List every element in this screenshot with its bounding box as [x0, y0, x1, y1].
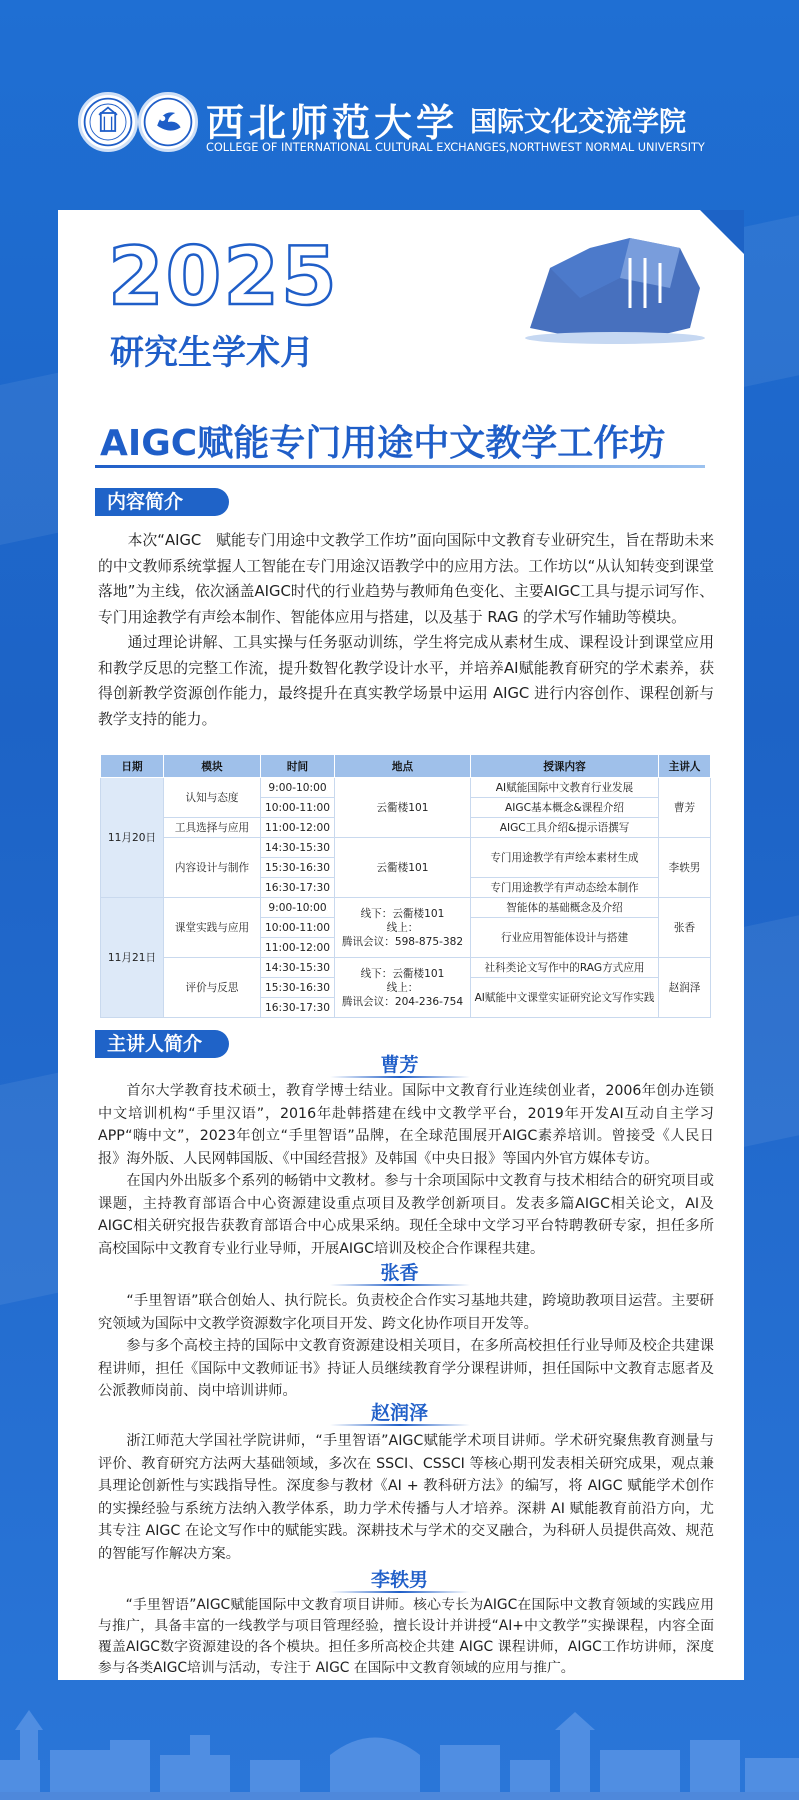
content-cell: AI赋能国际中文教育行业发展 [471, 778, 659, 798]
location-cell: 云衢楼101 [335, 778, 471, 838]
speaker-bio [98, 1290, 714, 1403]
time-cell: 9:00-10:00 [261, 778, 335, 798]
speaker-bio [98, 1595, 714, 1679]
campus-skyline-illustration [0, 1700, 799, 1800]
intro-heading: 内容简介 [95, 488, 229, 516]
speaker-bio-paragraph: 首尔大学教育技术硕士，教育学博士结业。国际中文教育行业连续创业者，2006年创办连锁中文培训机构“手里汉语”，2016年赴韩搭建在线中文教学平台，2019年开发AI互动自主学习APP“嗨中文”，2023年创立“手里智语”品牌，在全球范围展开AIGC素养培训。曾接受《人民日报》海外版、人民网韩国版、《中国经营报》及韩国《中央日报》等国内外官方媒体专访。 [98, 1083, 714, 1167]
content-cell: 行业应用智能体设计与搭建 [471, 918, 659, 958]
speaker-bio-paragraph: 参与多个高校主持的国际中文教育资源建设相关项目，在多所高校担任行业导师及校企共建课程讲师，担任《国际中文教师证书》持证人员继续教育学分课程讲师，担任国际中文教育志愿者及公派教师岗前、岗中培训讲师。 [98, 1338, 714, 1399]
table-row [101, 778, 711, 798]
speaker-name: 李轶男 [370, 1569, 428, 1591]
content-cell: AIGC基本概念&课程介绍 [471, 798, 659, 818]
date-cell: 11月21日 [101, 898, 164, 1018]
speaker-name: 赵润泽 [370, 1402, 428, 1424]
module-cell: 工具选择与应用 [164, 818, 261, 838]
location-cell [335, 898, 471, 958]
speaker-cell: 李轶男 [659, 838, 711, 898]
speaker-bio-paragraph: 浙江师范大学国社学院讲师，“手里智语”AIGC赋能学术项目讲师。学术研究聚焦教育测量与评价、教育研究方法两大基础领域，多次在 SSCI、CSSCI 等核心期刊发表相关研究成果，观点兼具理论创新性与实践指导性。深度参与教材《AI + 教科研方法》的编写，将 AIGC 赋能学术创作的实操经验与系统方法纳入教学体系，助力学术传播与人才培养。深耕 AI 赋能教育前沿方向，尤其专注 AIGC 在论文写作中的赋能实践。深耕技术与学术的交叉融合，为科研人员提供高效、规范的智能写作解决方案。 [98, 1433, 714, 1562]
time-cell: 10:00-11:00 [261, 798, 335, 818]
location-line: 腾讯会议：598-875-382 [341, 935, 464, 948]
college-name: 国际文化交流学院 [470, 107, 686, 138]
location-line: 线下：云衢楼101 [360, 967, 445, 980]
table-header-row [101, 755, 711, 778]
intro-paragraph: 本次“AIGC 赋能专门用途中文教学工作坊”面向国际中文教育专业研究生，旨在帮助未来的中文教师系统掌握人工智能在专门用途汉语教学中的应用方法。工作坊以“从认知转变到课堂落地”为主线，依次涵盖AIGC时代的行业趋势与教师角色变化、主要AIGC工具与提示词写作、专门用途教学有声绘本制作、智能体应用与搭建，以及基于 RAG 的学术写作辅助等模块。 [98, 532, 714, 626]
university-seal-logo [78, 92, 138, 152]
time-cell: 14:30-15:30 [261, 958, 335, 978]
table-row [101, 898, 711, 918]
content-cell: 智能体的基础概念及介绍 [471, 898, 659, 918]
header-speaker: 主讲人 [659, 755, 711, 778]
location-line: 线上： [386, 981, 419, 994]
header-date: 日期 [101, 755, 164, 778]
header-location: 地点 [335, 755, 471, 778]
table-row [101, 958, 711, 978]
content-cell: 专门用途教学有声绘本素材生成 [471, 838, 659, 878]
speaker-bio-paragraph: 在国内外出版多个系列的畅销中文教材。参与十余项国际中文教育与技术相结合的研究项目或课题，主持教育部语合中心资源建设重点项目及教学创新项目。发表多篇AIGC相关论文，AI及AIGC相关研究报告获教育部语合中心成果采纳。现任全球中文学习平台特聘教研专家，担任多所高校国际中文教育专业行业导师，开展AIGC培训及校企合作课程共建。 [98, 1173, 714, 1257]
schedule-table [100, 754, 711, 1018]
college-emblem-logo [138, 92, 198, 152]
speaker-name-underline [330, 1284, 470, 1286]
speaker-bio [98, 1080, 714, 1260]
speaker-name-underline [330, 1076, 470, 1078]
intro-paragraph: 通过理论讲解、工具实操与任务驱动训练，学生将完成从素材生成、课程设计到课堂应用和教学反思的完整工作流，提升数智化教学设计水平，并培养AI赋能教育研究的学术素养，获得创新教学资源创作能力，最终提升在真实教学场景中运用 AIGC 进行内容创作、课程创新与教学支持的能力。 [98, 634, 714, 728]
content-cell: 社科类论文写作中的RAG方式应用 [471, 958, 659, 978]
module-cell: 课堂实践与应用 [164, 898, 261, 958]
time-cell: 14:30-15:30 [261, 838, 335, 858]
intro-text [98, 528, 714, 732]
time-cell: 15:30-16:30 [261, 858, 335, 878]
content-cell: AI赋能中文课堂实证研究论文写作实践 [471, 978, 659, 1018]
event-subtitle: 研究生学术月 [110, 333, 314, 373]
speaker-name-underline [330, 1591, 470, 1593]
speaker-cell: 曹芳 [659, 778, 711, 838]
location-cell [335, 958, 471, 1018]
module-cell: 认知与态度 [164, 778, 261, 818]
content-cell: AIGC工具介绍&提示语撰写 [471, 818, 659, 838]
module-cell: 评价与反思 [164, 958, 261, 1018]
speaker-cell: 赵润泽 [659, 958, 711, 1018]
date-cell: 11月20日 [101, 778, 164, 898]
header-content: 授课内容 [471, 755, 659, 778]
location-line: 线下：云衢楼101 [360, 907, 445, 920]
time-cell: 10:00-11:00 [261, 918, 335, 938]
speaker-name: 曹芳 [380, 1054, 419, 1076]
time-cell: 11:00-12:00 [261, 938, 335, 958]
header-time: 时间 [261, 755, 335, 778]
workshop-title: AIGC赋能专门用途中文教学工作坊 [100, 423, 666, 464]
speaker-name-underline [330, 1424, 470, 1426]
speaker-bio [98, 1430, 714, 1565]
speaker-bio-paragraph: “手里智语”AIGC赋能国际中文教育项目讲师。核心专长为AIGC在国际中文教育领域的实践应用与推广，具备丰富的一线教学与项目管理经验，擅长设计并讲授“AI+中文教学”实操课程，内容全面覆盖AIGC数字资源建设的各个模块。担任多所高校企共建 AIGC 课程讲师，AIGC工作坊讲师，深度参与各类AIGC培训与活动，专注于 AIGC 在国际中文教育领域的应用与推广。 [98, 1597, 714, 1676]
title-underline [95, 465, 705, 468]
time-cell: 16:30-17:30 [261, 878, 335, 898]
header-module: 模块 [164, 755, 261, 778]
university-name: 西北师范大学 [206, 100, 459, 145]
location-cell: 云衢楼101 [335, 838, 471, 898]
speaker-bio-paragraph: “手里智语”联合创始人、执行院长。负责校企合作实习基地共建，跨境助教项目运营。主要研究领域为国际中文教学资源数字化项目开发、跨文化协作项目开发等。 [98, 1293, 714, 1332]
location-line: 腾讯会议：204-236-754 [341, 995, 464, 1008]
speakers-heading: 主讲人简介 [95, 1030, 229, 1058]
speaker-cell: 张香 [659, 898, 711, 958]
location-line: 线上： [386, 921, 419, 934]
time-cell: 15:30-16:30 [261, 978, 335, 998]
college-english-name: COLLEGE OF INTERNATIONAL CULTURAL EXCHANGES,NORTHWEST NORMAL UNIVERSITY [206, 141, 705, 154]
content-cell: 专门用途教学有声动态绘本制作 [471, 878, 659, 898]
module-cell: 内容设计与制作 [164, 838, 261, 898]
campus-stone-illustration [520, 228, 710, 346]
time-cell: 16:30-17:30 [261, 998, 335, 1018]
table-row [101, 838, 711, 858]
event-year: 2025 [108, 230, 339, 323]
time-cell: 11:00-12:00 [261, 818, 335, 838]
speaker-name: 张香 [380, 1262, 419, 1284]
time-cell: 9:00-10:00 [261, 898, 335, 918]
